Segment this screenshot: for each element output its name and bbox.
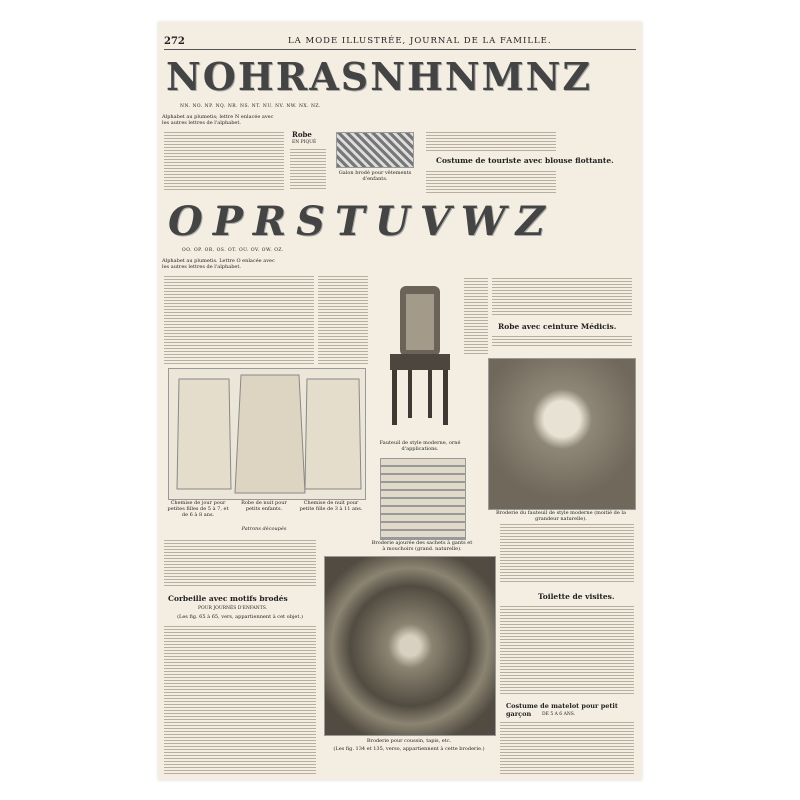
costume-touriste-title: Costume de touriste avec blouse flottante. <box>436 156 614 165</box>
chemises-illustration <box>169 369 365 499</box>
broderie-fauteuil-figure <box>488 358 636 510</box>
newspaper-page <box>158 22 642 780</box>
broderie-coussin-figure <box>324 556 496 736</box>
robe-medicis-title: Robe avec ceinture Médicis. <box>498 322 617 331</box>
matelot-title: Costume de matelot pour petit garçon <box>506 702 618 718</box>
monogram-row-2: OPRSTUVWZ <box>168 198 555 245</box>
galon-figure <box>336 132 414 168</box>
chair-illustration <box>378 280 462 440</box>
fauteuil-caption: Fauteuil de style moderne, orné d'applications. <box>379 440 461 452</box>
fauteuil-figure <box>378 280 462 440</box>
robe-medicis-text <box>492 334 632 348</box>
text-column-3b <box>500 522 634 584</box>
chemise-nuit-caption: Chemise de nuit pour petite fille de 3 à 11 ans. <box>299 500 363 512</box>
header-rule <box>164 49 636 50</box>
text-column-2b <box>318 274 368 364</box>
toilette-text <box>500 604 634 696</box>
broderie-coussin-ref: (Les fig. 134 et 135, verso, appartiennent à cette broderie.) <box>333 746 485 752</box>
monogram-row-2-codes: OO. OP. OR. OS. OT. OU. OV. OW. OZ. <box>182 248 284 253</box>
robe-title: Robe <box>292 130 312 139</box>
corbeille-ref: (Les fig. 65 à 65, vers, appartiennent à cet objet.) <box>177 614 303 620</box>
robe-nuit-caption: Robe de nuit pour petits enfants. <box>241 500 287 512</box>
broderie-sachets-caption: Broderie ajourée des sachets à gants et à mouchoirs (grand. naturelle). <box>371 540 473 552</box>
galon-caption: Galon brodé pour vêtements d'enfants. <box>338 170 412 182</box>
corbeille-subtitle: POUR JOURNÉS D'ENFANTS. <box>198 606 268 611</box>
broderie-sachets-figure <box>380 458 466 540</box>
broderie-coussin-caption: Broderie pour coussin, tapis, etc. <box>366 738 452 744</box>
matelot-subtitle: DE 5 A 6 ANS. <box>542 712 576 717</box>
page-number: 272 <box>164 36 185 47</box>
costume-touriste-text <box>426 169 556 195</box>
chemise-jour-caption: Chemise de jour pour petites filles de 5 à 7, et de 6 à 8 ans. <box>167 500 229 518</box>
corbeille-text <box>164 624 316 774</box>
monogram-row-1-codes: NN. NO. NP. NQ. NR. NS. NT. NU. NV. NW. NX. NZ. <box>180 104 321 109</box>
monogram-row-1: NOHRASNHNMNZ <box>166 54 593 99</box>
toilette-title: Toilette de visites. <box>538 592 615 601</box>
monogram-row-1-caption: Alphabet au plumetis; lettre N enlacée avec les autres lettres de l'alphabet. <box>162 114 274 126</box>
text-column-1a <box>164 130 284 190</box>
text-column-2a <box>164 274 314 364</box>
text-top-right <box>426 130 556 152</box>
chemises-figure <box>168 368 366 500</box>
journal-title: LA MODE ILLUSTRÉE, JOURNAL DE LA FAMILLE. <box>288 36 552 46</box>
monogram-row-2-caption: Alphabet au plumetis. Lettre O enlacée avec les autres lettres de l'alphabet. <box>162 258 275 270</box>
patrons-label: Patrons découpés <box>241 526 287 532</box>
broderie-fauteuil-caption: Broderie du fauteuil de style moderne (moitié de la grandeur naturelle). <box>496 510 626 522</box>
robe-text <box>290 147 326 191</box>
corbeille-title: Corbeille avec motifs brodés <box>168 594 288 603</box>
robe-subtitle: EN PIQUÉ <box>292 140 317 145</box>
text-column-2d <box>492 276 632 316</box>
matelot-text <box>500 720 634 774</box>
text-column-3a <box>164 538 316 588</box>
text-column-2c <box>464 276 488 356</box>
